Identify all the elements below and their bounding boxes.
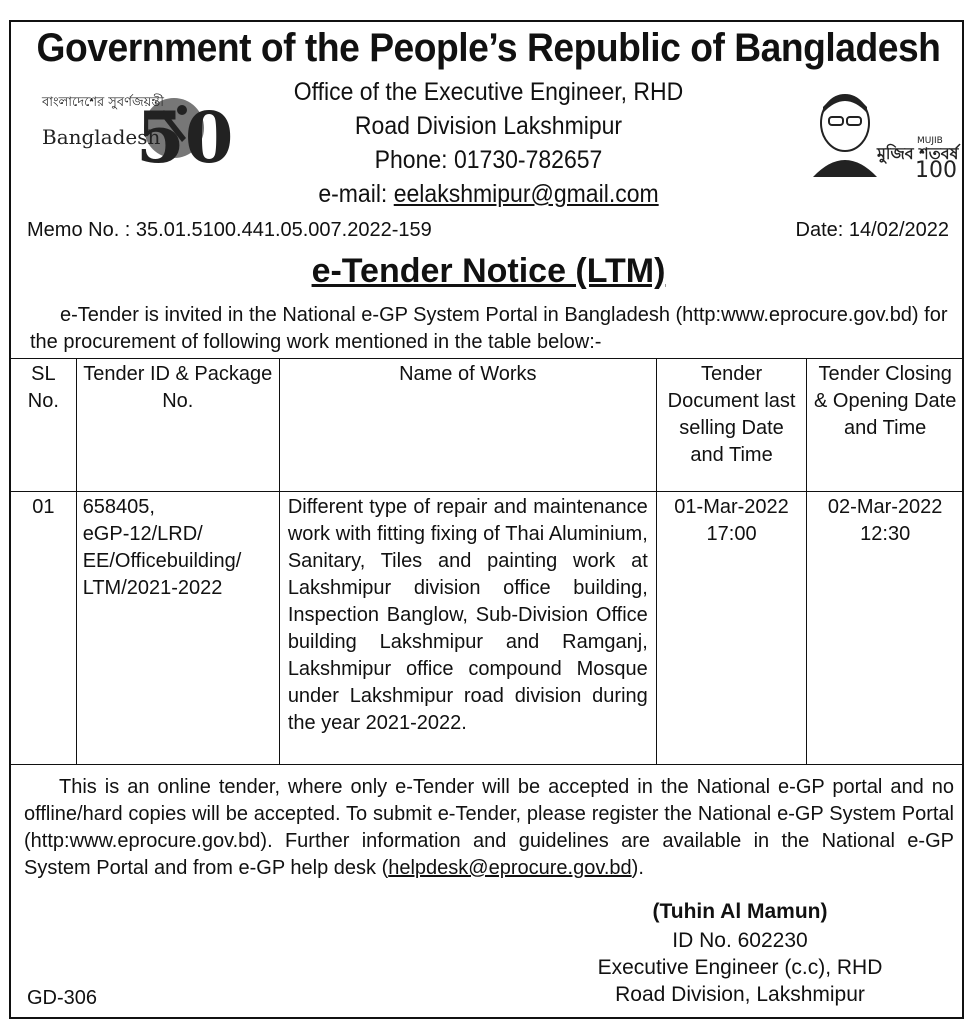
footer-note: [24, 774, 954, 882]
header-sl: SL No.: [11, 359, 77, 492]
footer-note-end: ).: [631, 857, 644, 879]
signatory-name: (Tuhin Al Mamun): [652, 900, 828, 923]
signatory-designation: Executive Engineer (c.c), RHD: [597, 956, 883, 979]
logo-right-number: 100: [915, 158, 957, 183]
package-no: eGP-12/LRD/ EE/Officebuilding/ LTM/2021-2022: [82, 523, 242, 599]
header-closing-date: Tender Closing & Opening Date and Time: [807, 359, 964, 492]
government-title: Government of the People’s Republic of Bangladesh: [36, 26, 941, 70]
signatory-id: ID No. 602230: [672, 929, 808, 952]
logo-right-text: MUJIB: [917, 136, 943, 146]
logo-left-number: 50: [136, 96, 234, 179]
memo-number: Memo No. : 35.01.5100.441.05.007.2022-159: [27, 219, 432, 241]
logo-left-text: Bangladesh: [42, 125, 161, 149]
header-doc-date: Tender Document last selling Date and Time: [656, 359, 807, 492]
tender-id: 658405,: [82, 496, 155, 518]
email-line: [39, 180, 938, 209]
signatory-office: Road Division, Lakshmipur: [615, 983, 865, 1006]
header-tender-id: Tender ID & Package No.: [76, 359, 279, 492]
gd-number: GD-306: [27, 987, 98, 1009]
email-link[interactable]: eelakshmipur@gmail.com: [393, 180, 659, 208]
notice-date: Date: 14/02/2022: [795, 219, 949, 241]
helpdesk-email-link[interactable]: helpdesk@eprocure.gov.bd: [388, 857, 632, 879]
golden-jubilee-logo: [36, 80, 234, 180]
closing-date: 02-Mar-2022: [827, 496, 943, 518]
logo-left-bengali: বাংলাদেশের সুবর্ণজয়ন্তী: [42, 95, 164, 110]
cell-tender-id: [76, 492, 279, 765]
division-name: Road Division Lakshmipur: [354, 112, 623, 140]
table-header-row: [11, 359, 964, 492]
cell-works: Different type of repair and maintenance work with fitting fixing of Thai Aluminium, Sanitary, Tiles and painting work at Lakshmipur division office building, Inspection Banglow, Sub-Division Office building Lakshmipur and Ramganj, Lakshmipur office compound Mosque under Lakshmipur road division during the year 2021-2022.: [279, 492, 656, 765]
intro-paragraph: e-Tender is invited in the National e-GP System Portal in Bangladesh (http:www.eprocure.gov.bd) for the procurement of following work mentioned in the table below:-: [30, 304, 948, 353]
notice-title: e-Tender Notice (LTM): [311, 252, 666, 290]
cell-doc-date: [656, 492, 807, 765]
cell-closing-date: [807, 492, 964, 765]
doc-time: 17:00: [706, 523, 757, 545]
email-label: e-mail:: [318, 180, 394, 208]
office-name: Office of the Executive Engineer, RHD: [293, 78, 684, 106]
header-works: Name of Works: [279, 359, 656, 492]
closing-time: 12:30: [860, 523, 911, 545]
logo-right-bengali: মুজিব শতবর্ষ: [877, 144, 959, 163]
doc-date: 01-Mar-2022: [674, 496, 789, 518]
footer-note-text: This is an online tender, where only e-Tender will be accepted in the National e-GP portal and no offline/hard copies will be accepted. To submit e-Tender, please register the National e-GP System Portal (http:www.eprocure.gov.bd). Further information and guidelines are available in the National e-GP System Portal and from e-GP help desk (: [24, 776, 954, 879]
table-row: [11, 492, 964, 765]
cell-sl: 01: [11, 492, 77, 765]
tender-table: [10, 358, 964, 765]
phone-number: Phone: 01730-782657: [374, 146, 603, 174]
mujib-centenary-logo: [805, 85, 959, 185]
